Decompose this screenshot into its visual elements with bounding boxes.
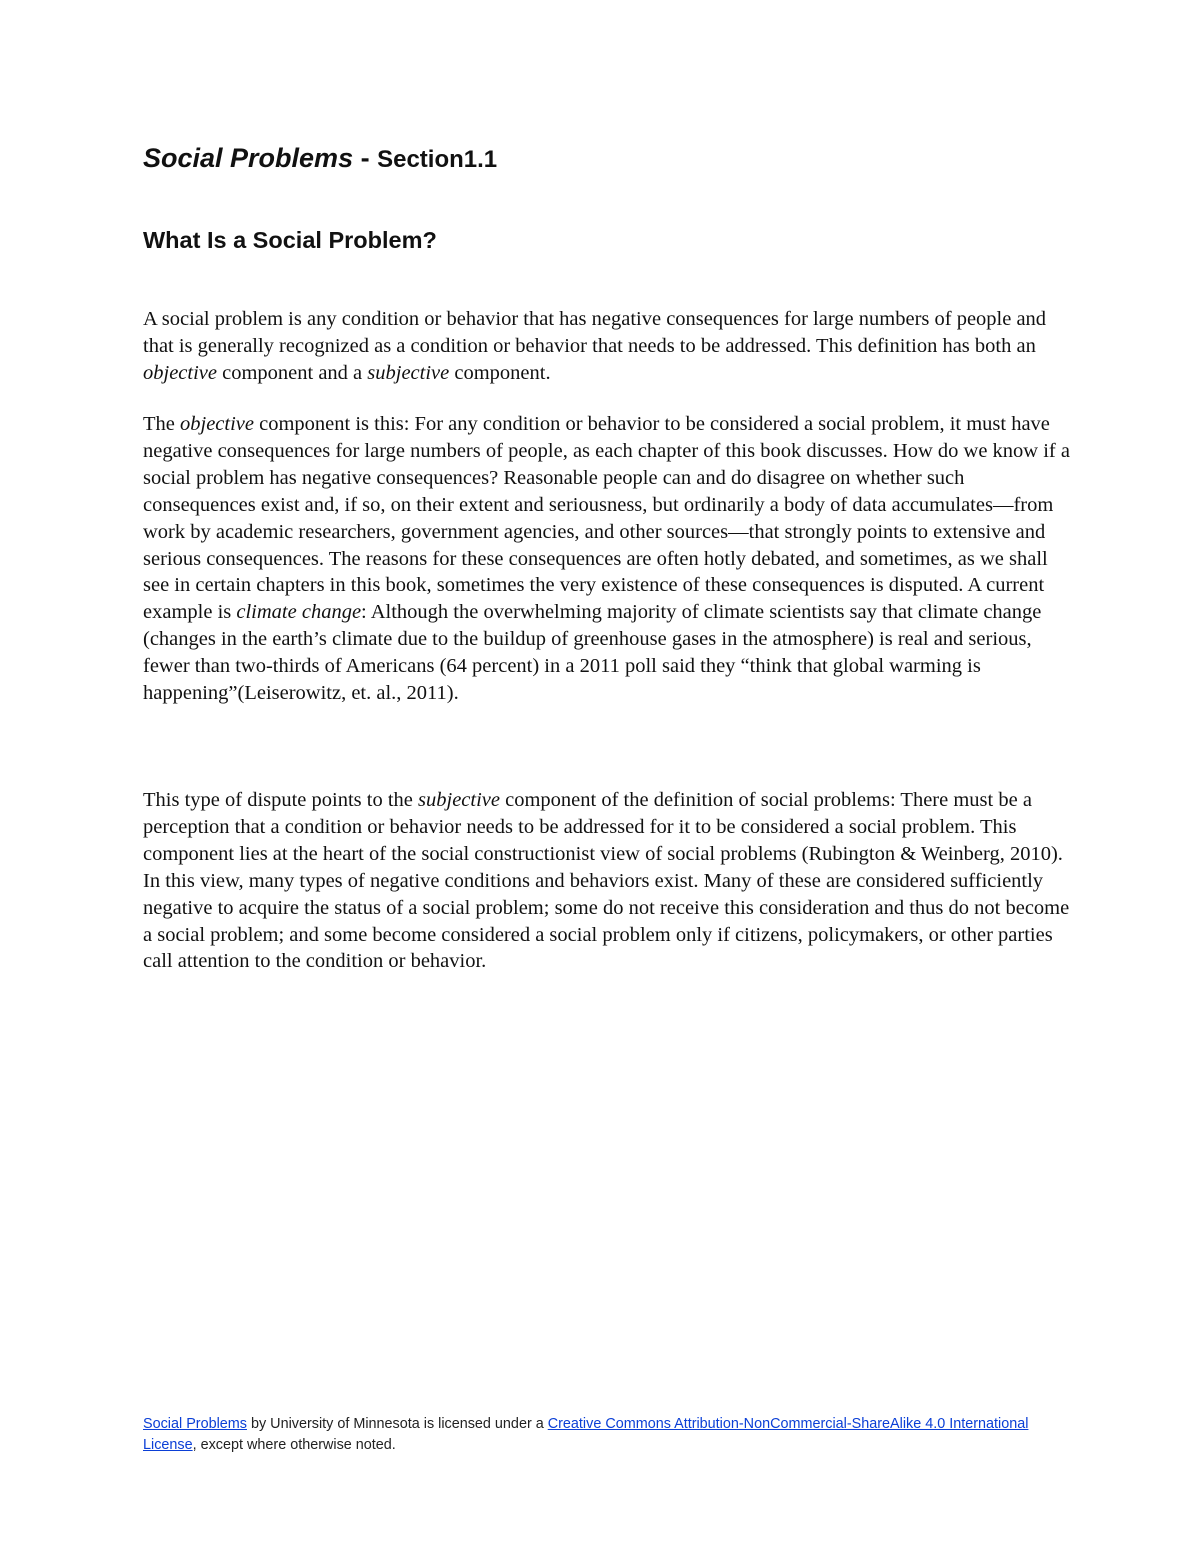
emphasis-objective: objective (143, 361, 217, 384)
license-link[interactable]: Creative Commons Attribution-NonCommercial-ShareAlike 4.0 International License (143, 1416, 1029, 1453)
emphasis-subjective: subjective (418, 789, 500, 811)
text-run: A social problem is any condition or behavior that has negative consequences for large numbers of people and that is generally recognized as a condition or behavior that needs to be addressed. This definition has both an (143, 308, 1047, 357)
text-run: component of the definition of social problems: There must be a perception that a condition or behavior needs to be addressed for it to be considered a social problem. This component lies at the heart of the social constructionist view of social problems (Rubington & Weinberg, 2010). In this view, many types of negative conditions and behaviors exist. Many of these are considered sufficiently negative to acquire the status of a social problem; some do not receive this consideration and thus do not become a social problem; and some become considered a social problem only if citizens, policymakers, or other parties call attention to the condition or behavior. (143, 789, 1070, 973)
text-run: component is this: For any condition or behavior to be considered a social problem, it must have negative consequences for large numbers of people, as each chapter of this book discusses. How do we know if a social problem has negative consequences? Reasonable people can and do disagree on whether such consequences exist and, if so, on their extent and seriousness, but ordinarily a body of data accumulates—from work by academic researchers, government agencies, and other sources—that strongly points to extensive and serious consequences. The reasons for these consequences are often hotly debated, and sometimes, as we shall see in certain chapters in this book, sometimes the very existence of these consequences is disputed. A current example is (143, 413, 1070, 624)
paragraph-objective-component (143, 411, 1073, 707)
document-title (143, 143, 497, 174)
emphasis-subjective: subjective (367, 361, 450, 384)
paragraph-subjective-component (143, 787, 1073, 975)
text-run: component. (449, 361, 551, 384)
emphasis-climate-change: climate change (236, 601, 362, 624)
text-run: : Although the overwhelming majority of climate scientists say that climate change (changes in the earth’s climate due to the buildup of greenhouse gases in the atmosphere) is real and serious, fewer than two-thirds of Americans (64 percent) in a 2011 poll said they “think that global warming is happening”(Leiserowitz, et. al., 2011). (143, 601, 1042, 705)
paragraph-definition (143, 306, 1073, 387)
book-title: Social Problems (143, 143, 354, 173)
title-separator: - (353, 143, 378, 173)
license-footer (143, 1414, 1083, 1456)
footer-text: by University of Minnesota is licensed under a (246, 1416, 548, 1432)
text-run: This type of dispute points to the (143, 789, 419, 811)
footer-text: , except where otherwise noted. (192, 1437, 396, 1453)
work-link[interactable]: Social Problems (143, 1416, 247, 1432)
emphasis-objective: objective (180, 413, 254, 435)
text-run: The (143, 413, 180, 435)
text-run: component and a (216, 361, 368, 384)
section-heading: What Is a Social Problem? (143, 227, 437, 253)
section-number: Section1.1 (377, 146, 498, 173)
